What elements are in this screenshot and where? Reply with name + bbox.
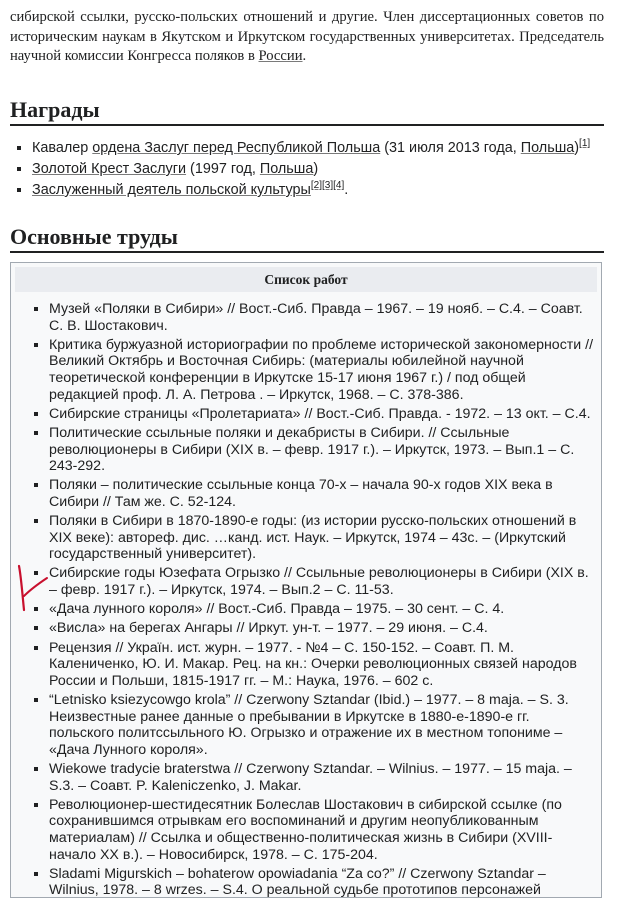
award-text: .	[344, 182, 349, 198]
footnote-ref[interactable]: [1]	[579, 138, 591, 150]
work-item: ▪ Поляки в Сибири в 1870-1890-е годы: (из истории русско-польских отношений в XIX веке): автореф. дис. …канд. ист. Наук. – Иркутск, 1974 – 43с. – (Иркутский государственный университет).	[49, 513, 595, 563]
country-link[interactable]: Польша	[520, 140, 575, 156]
footnote-ref[interactable]: [2][3][4]	[310, 180, 345, 192]
intro-paragraph	[10, 8, 604, 67]
intro-text-end: .	[302, 48, 307, 64]
award-link[interactable]: ордена Заслуг перед Республикой Польша	[92, 140, 381, 156]
works-list	[39, 301, 595, 902]
award-text: )	[313, 161, 319, 177]
work-item: ▪ Политические ссыльные поляки и декабристы в Сибири. // Ссыльные революционеры в Сибири (XIX в. – февр. 1917 г.). – Иркутск, 1973. – Вып.1 – С. 243-292.	[49, 425, 595, 475]
work-item: ▪ Sladami Migurskich – bohaterow opowiadania “Za co?” // Czerwony Sztandar – Wilnius, 1978. – 8 wrzes. – S.4. О реальной судьбе прототипов персонажей	[49, 866, 595, 899]
country-link[interactable]: Польша	[259, 161, 314, 177]
work-item: ▪ Сибирские страницы «Пролетариата» // Вост.-Сиб. Правда. - 1972. – 13 окт. – С.4.	[49, 406, 595, 423]
works-heading-rule	[10, 251, 604, 253]
work-item: ▪ «Дача лунного короля» // Вост.-Сиб. Правда – 1975. – 30 сент. – С. 4.	[49, 601, 595, 618]
work-item: ▪ Рецензия // Україн. ист. журн. – 1977. - №4 – С. 150-152. – Соавт. П. М. Калениченко, Ю. И. Макар. Рец. на кн.: Очерки революционных связей народов России и Польши, 1815-1917 гг. – М.: Наука, 1976. – 602 с.	[49, 640, 595, 690]
work-item: ▪ Сибирские годы Юзефата Огрызко // Ссыльные революционеры в Сибири (XIX в. – февр. 1917 г.). – Иркутск, 1974. – Вып.2 – С. 11-53.	[49, 565, 595, 598]
russia-link[interactable]: России	[258, 48, 303, 64]
works-heading: Основные труды	[10, 224, 178, 249]
work-item: ▪ Критика буржуазной историографии по проблеме исторической закономерности // Великий Октябрь и Восточная Сибирь: (материалы юбилейной научной теоретической конференции в Иркутске 15-17 июня 1967 г.) / под общей редакцией проф. Л. А. Петрова . – Иркутск, 1968. – С. 378-386.	[49, 337, 595, 403]
award-item	[32, 138, 612, 159]
intro-text: сибирской ссылки, русско-польских отношений и другие. Член диссертационных советов по историческим наукам в Якутском и Иркутском государственных университетах. Председатель научной комиссии Конгресса поляков в	[10, 9, 604, 64]
award-item	[32, 159, 612, 180]
award-text: (31 июля 2013 года,	[380, 140, 521, 156]
work-item: ▪ Революционер-шестидесятник Болеслав Шостакович в сибирской ссылке (по сохранившимся отрывкам его воспоминаний и другим неопубликованным материалам) // Ссылка и общественно-политическая жизнь в Сибири (XVIII-начало XX в.). – Новосибирск, 1978. – С. 175-204.	[49, 797, 595, 863]
work-item: ▪ Музей «Поляки в Сибири» // Вост.-Сиб. Правда – 1967. – 19 нояб. – С.4. – Соавт. С. В. Шостакович.	[49, 301, 595, 334]
work-item: ▪ Поляки – политические ссыльные конца 70-х – начала 90-х годов XIX века в Сибири // Там же. С. 52-124.	[49, 477, 595, 510]
work-item: ▪ Wiekowe tradycie braterstwa // Czerwony Sztandar. – Wilnius. – 1977. – 15 maja. – S.3. – Соавт. P. Kaleniczenko, J. Makar.	[49, 761, 595, 794]
award-item	[32, 180, 612, 201]
award-link[interactable]: Заслуженный деятель польской культуры	[32, 182, 311, 198]
work-item: ▪ «Висла» на берегах Ангары // Иркут. ун-т. – 1977. – 29 июня. – С.4.	[49, 620, 595, 637]
awards-heading: Награды	[10, 97, 100, 122]
award-text: Кавалер	[32, 140, 93, 156]
works-box-title: Список работ	[15, 267, 597, 292]
award-text: (1997 год,	[186, 161, 260, 177]
award-link[interactable]: Золотой Крест Заслуги	[32, 161, 187, 177]
works-navbox	[10, 262, 602, 898]
awards-list	[14, 138, 612, 201]
work-item: ▪ “Letnisko ksiezycowgo krola” // Czerwony Sztandar (Ibid.) – 1977. – 8 maja. – S. 3. Неизвестные ранее данные о пребывании в Иркутске в 1880-е-1890-е гг. польского политссыльного Ю. Огрызко и отражение их в местном топониме – «Дача Лунного короля».	[49, 692, 595, 758]
awards-heading-rule	[10, 124, 604, 126]
award-text: )	[574, 140, 580, 156]
